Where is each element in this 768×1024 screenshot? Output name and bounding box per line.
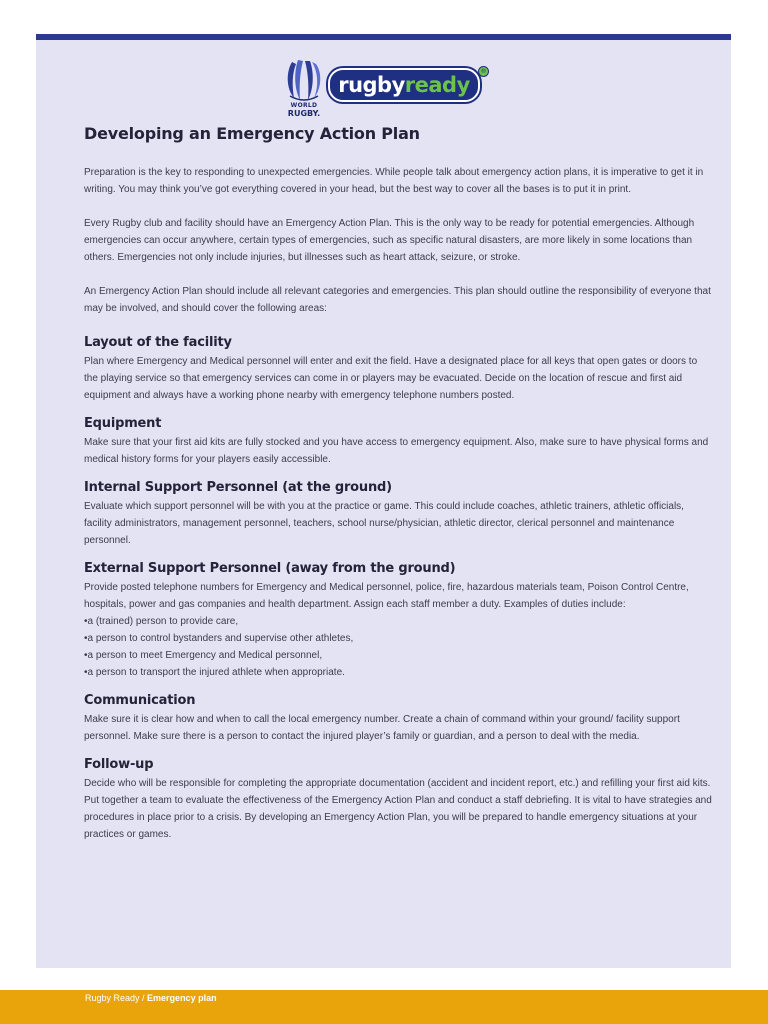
- section-communication: [84, 692, 712, 745]
- list-item: • a (trained) person to provide care,: [84, 613, 712, 630]
- intro-paragraph: Every Rugby club and facility should have an Emergency Action Plan. This is the only way to be ready for potential emergencies. Although emergencies can occur anywhere, certain types of emergencies, such as specific natural disasters, are more likely in some locations than others. Emergencies not only include injuries, but illnesses such as heart attack, seizure, or stroke.: [84, 218, 695, 263]
- list-item: • a person to control bystanders and supervise other athletes,: [84, 630, 712, 647]
- intro-paragraph: Preparation is the key to responding to unexpected emergencies. While people talk about emergency action plans, it is imperative to get it in writing. You may think you’ve got everything covered in your head, but the best way to cover all the bases is to put it in print.: [84, 167, 704, 195]
- section-heading: External Support Personnel (away from the ground): [84, 561, 456, 576]
- logo-word-rugby: rugby: [338, 73, 405, 97]
- page-title: Developing an Emergency Action Plan: [84, 124, 420, 143]
- section-internal-support: [84, 479, 712, 549]
- intro-paragraph: An Emergency Action Plan should include all relevant categories and emergencies. This plan should outline the responsibility of everyone that may be involved, and should cover the following areas:: [84, 286, 711, 314]
- world-rugby-line1: WORLD: [290, 102, 318, 109]
- section-body: Decide who will be responsible for completing the appropriate documentation (accident and incident report, etc.) and refilling your first aid kits. Put together a team to evaluate the effectiveness of the Emergency Action Plan and conduct a staff debriefing. It is vital to have strategies and procedures in place prior to a crisis. By developing an Emergency Action Plan, you will be prepared to handle emergency situations at your practices or games.: [84, 778, 712, 840]
- document-content: [84, 124, 712, 854]
- section-body: Evaluate which support personnel will be with you at the practice or game. This could include coaches, athletic trainers, athletic officials, facility administrators, management personnel, teachers, school nurse/physician, athletic director, clerical personnel and maintenance personnel.: [84, 501, 684, 546]
- header-logo: [284, 58, 504, 120]
- world-rugby-line2: RUGBY.: [287, 109, 321, 118]
- logo-word-ready: ready: [404, 73, 470, 97]
- duties-list: [84, 613, 712, 681]
- section-body: Plan where Emergency and Medical personnel will enter and exit the field. Have a designated place for all keys that open gates or doors to the playing service so that emergency services can come in or players may be evacuated. Decide on the location of rescue and first aid equipment and always have a working phone nearby with emergency telephone numbers posted.: [84, 356, 698, 401]
- footer-breadcrumb: [85, 993, 217, 1003]
- breadcrumb-current: Emergency plan: [147, 993, 217, 1003]
- footer-bar: [0, 990, 768, 1024]
- section-body: Provide posted telephone numbers for Emergency and Medical personnel, police, fire, hazardous materials team, Poison Control Centre, hospitals, power and gas companies and health department. Assign each staff member a duty. Examples of duties include:: [84, 582, 689, 610]
- section-heading: Follow-up: [84, 757, 154, 772]
- section-body: Make sure it is clear how and when to call the local emergency number. Create a chain of command within your ground/ facility support personnel. Make sure there is a person to contact the injured player’s family or guardian, and a person to deal with the media.: [84, 714, 680, 742]
- section-follow-up: [84, 756, 712, 843]
- section-heading: Equipment: [84, 416, 162, 431]
- world-rugby-wordmark: [284, 102, 324, 118]
- section-heading: Internal Support Personnel (at the ground): [84, 480, 392, 495]
- document-page: [36, 34, 731, 968]
- section-heading: Layout of the facility: [84, 335, 232, 350]
- section-layout: [84, 334, 712, 404]
- registered-mark: ®: [478, 66, 489, 77]
- section-heading: Communication: [84, 693, 196, 708]
- section-body: Make sure that your first aid kits are fully stocked and you have access to emergency equipment. Also, make sure to have physical forms and medical history forms for your players easily accessible.: [84, 437, 709, 465]
- breadcrumb-prefix: Rugby Ready /: [85, 993, 148, 1003]
- section-external-support: [84, 560, 712, 681]
- section-equipment: [84, 415, 712, 468]
- rugby-ready-logo-icon: [328, 68, 480, 102]
- list-item: • a person to meet Emergency and Medical personnel,: [84, 647, 712, 664]
- list-item: • a person to transport the injured athlete when appropriate.: [84, 664, 712, 681]
